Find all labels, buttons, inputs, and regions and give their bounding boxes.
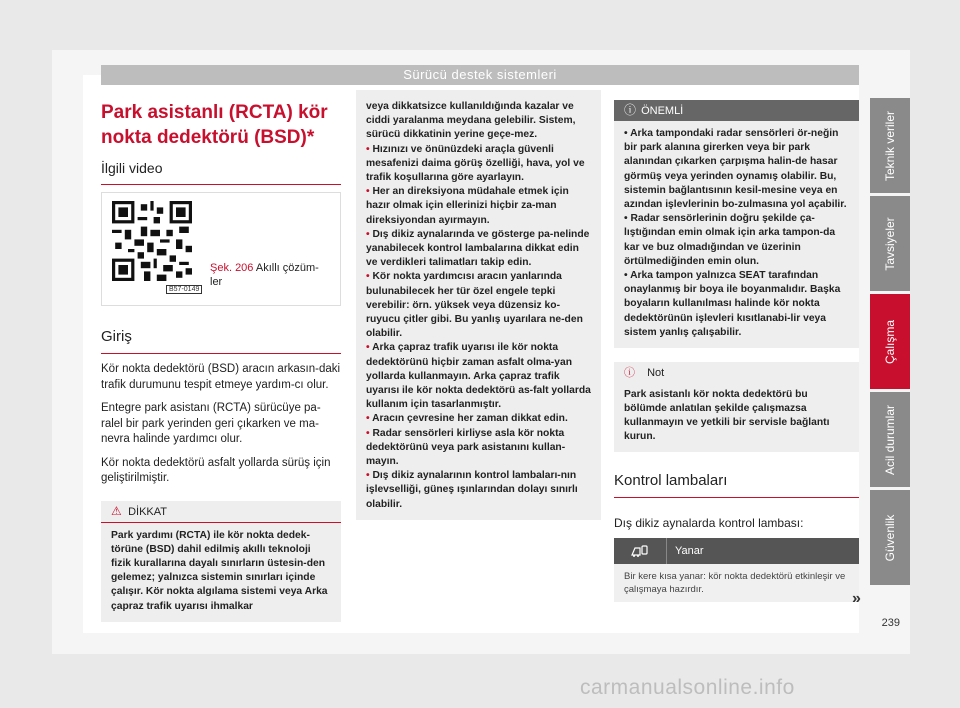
figure-text: Akıllı çözüm-ler xyxy=(210,262,319,288)
intro-paragraph-2: Entegre park asistanı (RCTA) sürücüye pa-ralel bir park yerinden geri çıkarken ve ma-nevra halinde yardımcı olur. xyxy=(101,402,321,445)
column-middle xyxy=(356,90,601,520)
important-bullet: • Arka tampondaki radar sensörleri ör-neğin bir park alanına girerken veya bir park alanından çıkarken çarpışma halin-de hasar görmüş veya yerinden oynamış olabilir. Bu, sistemin bağlantısının kesil-mesine veya en azından işlevlerinin bo-zulmasına yol açabilir. xyxy=(624,128,847,211)
warning-box xyxy=(101,501,341,622)
chapter-header: Sürücü destek sistemleri xyxy=(101,65,859,85)
important-bullet: • Radar sensörlerinin doğru şekilde ça-lıştığından emin olmak için arka tampon-da kar ve buz olmadığından ve üzerinin örtülmediğinden emin olun. xyxy=(624,213,836,267)
important-text xyxy=(614,121,859,348)
warning-bullet: • Hızınızı ve önünüzdeki araçla güvenli mesafenizi daima görüş özelliği, hava, yol ve trafik koşullarına göre ayarlayın. xyxy=(366,143,585,184)
video-figure xyxy=(101,192,341,306)
important-bullet: • Arka tampon yalnızca SEAT tarafından onaylanmış bir boya ile boyanmalıdır. Başka boyaların kullanılması halinde kör nokta dedektörünün işlevleri kısıtlanabi-lir veya sistem yanlış çalışabilir. xyxy=(624,270,841,338)
warning-bullet: • Dış dikiz aynalarında ve gösterge pa-nelinde yanabilecek kontrol lambalarına dikkat edin ve verdikleri talimatları takip edin. xyxy=(366,228,590,269)
note-label: Not xyxy=(647,367,665,380)
note-box xyxy=(614,362,859,452)
important-header xyxy=(614,100,859,121)
watermark: carmanualsonline.info xyxy=(580,676,795,699)
continue-arrow-icon[interactable]: » xyxy=(852,590,861,607)
chapter-tabs xyxy=(870,98,910,588)
warning-bullet: • Her an direksiyona müdahale etmek için hazır olmak için ellerinizi hiçbir za-man direksiyondan ayırmayın. xyxy=(366,186,569,226)
video-subtitle: İlgili video xyxy=(101,160,341,185)
warning-triangle-icon: ⚠ xyxy=(111,503,122,518)
lamp-description: Bir kere kısa yanar: kör nokta dedektörü etkinleşir ve çalışmaya hazırdır. xyxy=(614,564,859,602)
warning-bullet: • Dış dikiz aynalarının kontrol lambaları-nın işlevselliği, güneş ışınlarından dolayı sınırlı olabilir. xyxy=(366,470,578,510)
intro-heading: Giriş xyxy=(101,328,341,354)
figure-code: B57-0149 xyxy=(166,285,202,294)
figure-caption xyxy=(210,261,330,289)
warning-text: Park yardımı (RCTA) ile kör nokta dedek-törüne (BSD) dahil edilmiş akıllı teknoloji fizik kurallarına dayalı sınırların üstesin-den gelemez; yalnızca sistemin sınırları içinde çalışır. Kör nokta algılama sistemi veya Arka çapraz trafik uyarısı ihmalkar xyxy=(111,529,328,612)
tab-calisma[interactable]: Çalışma xyxy=(870,294,910,389)
tab-acil-durumlar[interactable]: Acil durumlar xyxy=(870,392,910,487)
tab-tavsiyeler[interactable]: Tavsiyeler xyxy=(870,196,910,291)
intro-paragraph-3: Kör nokta dedektörü asfalt yollarda sürüş için geliştirilmiştir. xyxy=(101,456,331,484)
qr-code-icon[interactable] xyxy=(112,201,192,281)
note-info-icon: ⓘ xyxy=(624,367,635,380)
lamps-heading: Kontrol lambaları xyxy=(614,472,859,498)
column-left xyxy=(101,90,341,622)
warning-bullet: • Aracın çevresine her zaman dikkat edin. xyxy=(366,413,568,425)
warning-continued xyxy=(356,90,601,520)
tab-guvenlik[interactable]: Güvenlik xyxy=(870,490,910,585)
title-line-1: Park asistanlı (RCTA) kör xyxy=(101,102,328,123)
info-circle-icon: ⓘ xyxy=(624,103,637,117)
note-text: Park asistanlı kör nokta dedektörü bu bölümde anlatılan şekilde çalışmazsa kullanmayın ve yetkili bir servisle bağlantı kurun. xyxy=(624,389,830,443)
important-label: ÖNEMLİ xyxy=(641,105,684,117)
warning-bullet: • Arka çapraz trafik uyarısı ile kör nokta dedektörünü hiçbir zaman asfalt olma-yan yollarda kullanmayın. Arka çapraz trafik uyarısı ile kör nokta dedektörü as-falt yollarda kullanım için tasarlanmıştır. xyxy=(366,342,591,411)
mirror-warning-lamp-icon xyxy=(614,538,667,564)
page-number: 239 xyxy=(881,617,900,629)
tab-teknik-veriler[interactable]: Teknik veriler xyxy=(870,98,910,193)
lamp-table-header xyxy=(614,538,859,564)
section-title xyxy=(101,100,341,150)
lamps-subheading: Dış dikiz aynalarda kontrol lambası: xyxy=(614,516,804,531)
lamp-state: Yanar xyxy=(675,545,704,558)
warning-label: DİKKAT xyxy=(128,505,167,518)
warning-header xyxy=(101,501,341,523)
column-right xyxy=(614,90,859,602)
warning-bullet: • Kör nokta yardımcısı aracın yanlarında bulunabilecek her tür özel engele tepki verebilir: örn. yüksek veya düzensiz ko-ruyucu çitler gibi. Bu yanlış uyarılara ne-den olabilir. xyxy=(366,271,583,340)
note-header xyxy=(614,362,859,384)
important-box xyxy=(614,100,859,348)
warning-intro-text: veya dikkatsizce kullanıldığında kazalar ve ciddi yaralanma meydana gelebilir. Sistem, sürücü dikkatinin yerine geçe-mez. xyxy=(366,101,576,141)
intro-paragraph-1: Kör nokta dedektörü (BSD) aracın arkasın-daki trafik durumunu tespit etmeye yardım-cı olur. xyxy=(101,363,341,391)
title-line-2: nokta dedektörü (BSD)* xyxy=(101,127,315,148)
figure-reference[interactable]: Şek. 206 xyxy=(210,262,254,274)
warning-bullet: • Radar sensörleri kirliyse asla kör nokta dedektörünü veya park asistanını kullan-mayın. xyxy=(366,427,566,468)
warning-box-continued xyxy=(356,90,601,520)
